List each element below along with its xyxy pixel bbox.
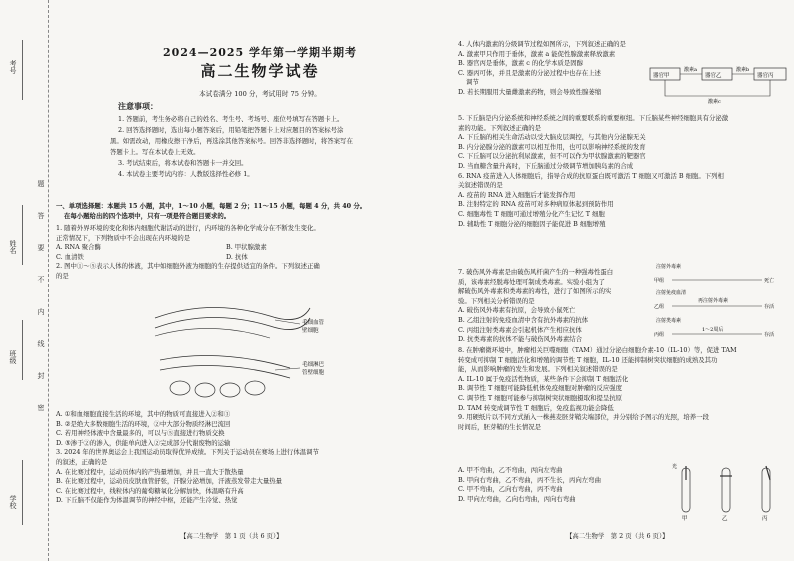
xingming-line [22, 205, 23, 265]
figure-label: 注射类毒素 [656, 318, 682, 324]
section-line: 一、单项选择题：本题共 15 小题，其中，1～10 小题，每题 2 分；11～15 小题，每题 4 分，共 40 分。 [56, 202, 367, 210]
cut-word: 线 [37, 340, 45, 347]
question-text: 正常情况下，下列物质中不会出现在内环境的是 [56, 233, 191, 242]
option: A. RNA 聚合酶 [56, 243, 101, 252]
section-heading [56, 202, 396, 221]
xuexiao-line [22, 460, 23, 525]
figure-label: 丙组 [654, 332, 665, 338]
option: D. 抗体 [226, 252, 248, 261]
cut-word: 题 [37, 180, 45, 187]
option: B. ②是绝大多数细胞生活的环境，②中大部分物质经淋巴流回 [56, 419, 231, 428]
binding-strip [0, 0, 49, 561]
option: A. 在比赛过程中，运动员体内的产热量增加，并且一直大于散热量 [56, 467, 244, 476]
option: C. 下丘脑可以分泌抗利尿激素，但不可以作为甲状腺激素的靶器官 [458, 152, 646, 161]
question-9-options [458, 466, 658, 504]
notice-item: 4. 本试卷主要考试内容：人教版选择性必修 1。 [118, 170, 254, 178]
option: D. TAM 转变成调节性 T 细胞后，免疫监视功能会降低 [458, 403, 614, 412]
question-text: 时间后，胚芽鞘的生长情况是 [458, 422, 542, 431]
option: A. 疫苗的 RNA 进入细胞后才能发挥作用 [458, 190, 576, 199]
notice-item: 2. 回答选择题时，选出每小题答案后，用铅笔把答题卡上对应题目的答案标号涂 [118, 126, 344, 134]
question-text: 4. 人体内激素的分级调节过程如图所示，下列叙述正确的是 [458, 40, 626, 48]
hormone-regulation-figure [648, 58, 788, 104]
page-footer-right: 【高二生物学 第 2 页（共 6 页）】 [566, 532, 669, 540]
question-text: 能，从而影响肿瘤的发生和发展。下列相关叙述错误的是 [458, 365, 618, 374]
option: C. 若用神经体液中含量最多的，可以与⑤直接进行物质交换 [56, 429, 225, 438]
option: C. 丙组注射类毒素会引起机体产生相应抗体 [458, 325, 582, 334]
question-text: 6. RNA 疫苗进入人体细胞后，指导合成的抗原蛋白既可激活 T 细胞又可激活 B 细胞。下列相 [458, 171, 724, 180]
question-text: 1. 随着外界环境的变化和体内细胞代谢活动的进行，内环境的各种化学成分在不断发生变化。 [56, 224, 320, 232]
figure-label: 激素a [684, 67, 697, 73]
tetanus-experiment-figure [652, 262, 788, 346]
cut-word: 要 [37, 244, 45, 251]
body-fluid-figure [150, 298, 340, 408]
figure-label: 毛细淋巴 [302, 362, 325, 368]
option-row [56, 253, 396, 263]
question-text: 9. 用硬纸片以不同方式插入一株燕麦胚芽鞘尖端部位，并分别给予图示的光照，培养一段 [458, 413, 709, 422]
option: C. 血清铁 [56, 252, 84, 261]
question-text: 的叙述，正确的是 [56, 457, 108, 466]
page-footer-left: 【高二生物学 第 1 页（共 6 页）】 [180, 532, 283, 540]
option: C. 在比赛过程中，线粒体内的葡萄糖氧化分解加快，体温略有升高 [56, 486, 244, 495]
question-text: 2. 图中①～⑤表示人体的体液，其中如细胞外液为细胞的生存提供适宜的条件。下列叙述正确 [56, 262, 320, 271]
section-line: 在每小题给出的四个选项中，只有一项是符合题目要求的。 [64, 211, 231, 220]
figure-label: 甲 [682, 516, 688, 522]
figure-label: 丙 [762, 516, 768, 522]
figure-label: 管壁细胞 [302, 370, 325, 376]
xingming-label: 姓名 [9, 240, 17, 254]
option: B. 乙组注射的免疫血清中含有抗外毒素的抗体 [458, 315, 589, 324]
option-row [56, 243, 396, 253]
banji-line [22, 320, 23, 380]
cut-word: 封 [37, 372, 45, 379]
option: B. 甲状腺激素 [226, 243, 267, 252]
figure-label: 再注射外毒素 [698, 298, 729, 304]
xuexiao-label: 学校 [9, 495, 17, 509]
option: D. 抗类毒素的抗体不能与破伤风外毒素结合 [458, 335, 582, 344]
question-text: 验。下列相关分析错误的是 [458, 296, 535, 305]
question-text: 3. 2024 年的世界奥运会上我国运动员取得优异成绩。下列关于运动员在赛场上进行体温调节 [56, 448, 319, 457]
figure-label: 器官甲 [653, 73, 670, 79]
option: B. 调节性 T 细胞可能降低机体免疫细胞对肿瘤的反应强度 [458, 384, 623, 393]
option: 调节 [466, 78, 479, 87]
kaohao-line [22, 40, 23, 100]
option: B. 注射特定的 RNA 疫苗可对多种病原体起到预防作用 [458, 200, 614, 209]
option: C. 细胞毒性 T 细胞可通过增殖分化产生记忆 T 细胞 [458, 209, 605, 218]
figure-label: 器官丙 [757, 73, 774, 79]
option: B. 器官丙是垂体，激素 c 的化学本质是固醇 [458, 59, 584, 68]
figure-label: 死亡 [764, 278, 775, 284]
figure-label: 壁细胞 [302, 328, 319, 334]
option: D. 若长期服用大量雌激素药物，则会导致性腺萎缩 [458, 87, 602, 96]
question-text: 7. 破伤风外毒素是由破伤风杆菌产生的一种强毒性蛋白 [458, 268, 614, 276]
question-text: 的是 [56, 271, 69, 280]
figure-label: 乙组 [654, 304, 665, 310]
figure-label: 激素b [736, 67, 750, 73]
question-text: 素的功能。下列叙述正确的是 [458, 123, 542, 132]
option: C. 调节性 T 细胞可能参与抑制树突状细胞摄取和提呈抗原 [458, 393, 623, 402]
banji-label: 班级 [9, 350, 17, 364]
notice-item: 3. 考试结束后，将本试卷和答题卡一并交回。 [118, 159, 248, 167]
question-5 [458, 114, 782, 229]
question-text: 关叙述错误的是 [458, 181, 503, 190]
option: D. ⑤渗于②的渗入，供能单向进入②完成部分代谢废物的运输 [56, 438, 231, 447]
option: D. 下丘脑不仅能作为体温调节的神经中枢，还能产生冷觉、热觉 [56, 496, 238, 505]
option: A. IL-10 属于免疫活性物质，某些条件下会抑制 T 细胞活化 [458, 374, 629, 383]
notice-item: 答题卡上。写在本试卷上无效。 [110, 148, 200, 156]
figure-label: 注射免疫血清 [656, 290, 687, 296]
question-text: 质，该毒素经脱毒处理可制成类毒素。实验小组为了 [458, 277, 605, 286]
cut-word: 密 [37, 404, 45, 411]
option: C. 器丙可体，并且是激素的分泌过程中也存在上述 [458, 68, 601, 77]
option: D. 当血糖含量升高时，下丘脑通过分级调节增加胰岛素的合成 [458, 161, 634, 170]
option: C. 甲不弯曲，乙向右弯曲，丙不弯曲 [458, 485, 563, 494]
option: D. 甲向左弯曲，乙向右弯曲，丙向右弯曲 [458, 494, 576, 503]
figure-label: 乙 [722, 516, 728, 522]
figure-label: 注射外毒素 [656, 264, 682, 270]
coleoptile-figure [672, 460, 788, 522]
notice-item: 黑。如需改动，用橡皮擦干净后，再选涂其他答案标号。回答非选择题时，将答案写在 [110, 137, 353, 145]
figure-label: 1～2周后 [702, 327, 724, 333]
kaohao-label: 考号 [9, 60, 17, 74]
exam-title: 高二生物学试卷 [200, 62, 320, 80]
figure-label: 光 [672, 464, 678, 470]
option: A. ①和血细胞直接生活的环境，其中的物质可直接进入②和③ [56, 410, 231, 418]
figure-label: 器官乙 [705, 73, 722, 79]
exam-meta: 本试卷满分 100 分，考试用时 75 分钟。 [199, 90, 321, 98]
question-1 [56, 224, 396, 282]
question-text: 转变成可抑制 T 细胞活化和增殖的调节性 T 细胞，IL-10 还能抑制树突状细胞的成熟及其功 [458, 355, 718, 364]
figure-label: 毛细血管 [302, 320, 325, 326]
notice-block [110, 114, 400, 180]
cut-word: 不 [37, 276, 45, 283]
option: B. 在比赛过程中，运动员皮肤血管舒张，汗腺分泌增加，汗液蒸发带走大量热量 [56, 477, 283, 486]
figure-label: 激素c [708, 99, 721, 104]
option: A. 甲不弯曲，乙不弯曲，丙向左弯曲 [458, 466, 563, 474]
notice-heading: 注意事项： [118, 101, 158, 111]
option: B. 甲向右弯曲，乙不弯曲，丙不生长，丙向左弯曲 [458, 475, 601, 484]
figure-label: 存活 [764, 304, 775, 310]
notice-item: 1. 答题前，考生务必将自己的姓名、考生号、考场号、座位号填写在答题卡上。 [118, 115, 344, 123]
question-text: 5. 下丘脑是内分泌系统和神经系统之间的重要联系的重要枢纽。下丘脑某些神经细胞具有分泌激 [458, 114, 729, 122]
option: A. 下丘脑的相关生命活动以受大脑皮层调控，与其他内分泌腺无关 [458, 133, 646, 142]
option: A. 激素甲只作用于垂体，激素 a 能促性腺激素释放激素 [458, 49, 616, 58]
figure-label: 甲组 [654, 278, 665, 284]
exam-year: 2024—2025 学年第一学期半期考 [162, 46, 358, 59]
figure-label: 存活 [764, 332, 775, 338]
cut-word: 内 [37, 308, 45, 315]
question-text: 8. 在肿瘤微环境中，肿瘤相关巨噬细胞（TAM）通过分泌白细胞介素-10（IL-10）等，促进 TAM [458, 346, 737, 354]
question-2-options [56, 410, 396, 506]
cut-word: 答 [37, 212, 45, 219]
question-7 [458, 268, 658, 345]
option: B. 内分泌腺分泌的激素可以相互作用，也可以影响神经系统的发育 [458, 142, 646, 151]
question-8 [458, 346, 782, 432]
option: D. 辅助性 T 细胞分泌的细胞因子能促进 B 细胞增殖 [458, 219, 606, 228]
option: A. 破伤风外毒素有抗原，会导致小鼠死亡 [458, 306, 576, 315]
question-text: 解破伤风外毒素和类毒素的毒性，进行了如图所示的实 [458, 287, 612, 296]
